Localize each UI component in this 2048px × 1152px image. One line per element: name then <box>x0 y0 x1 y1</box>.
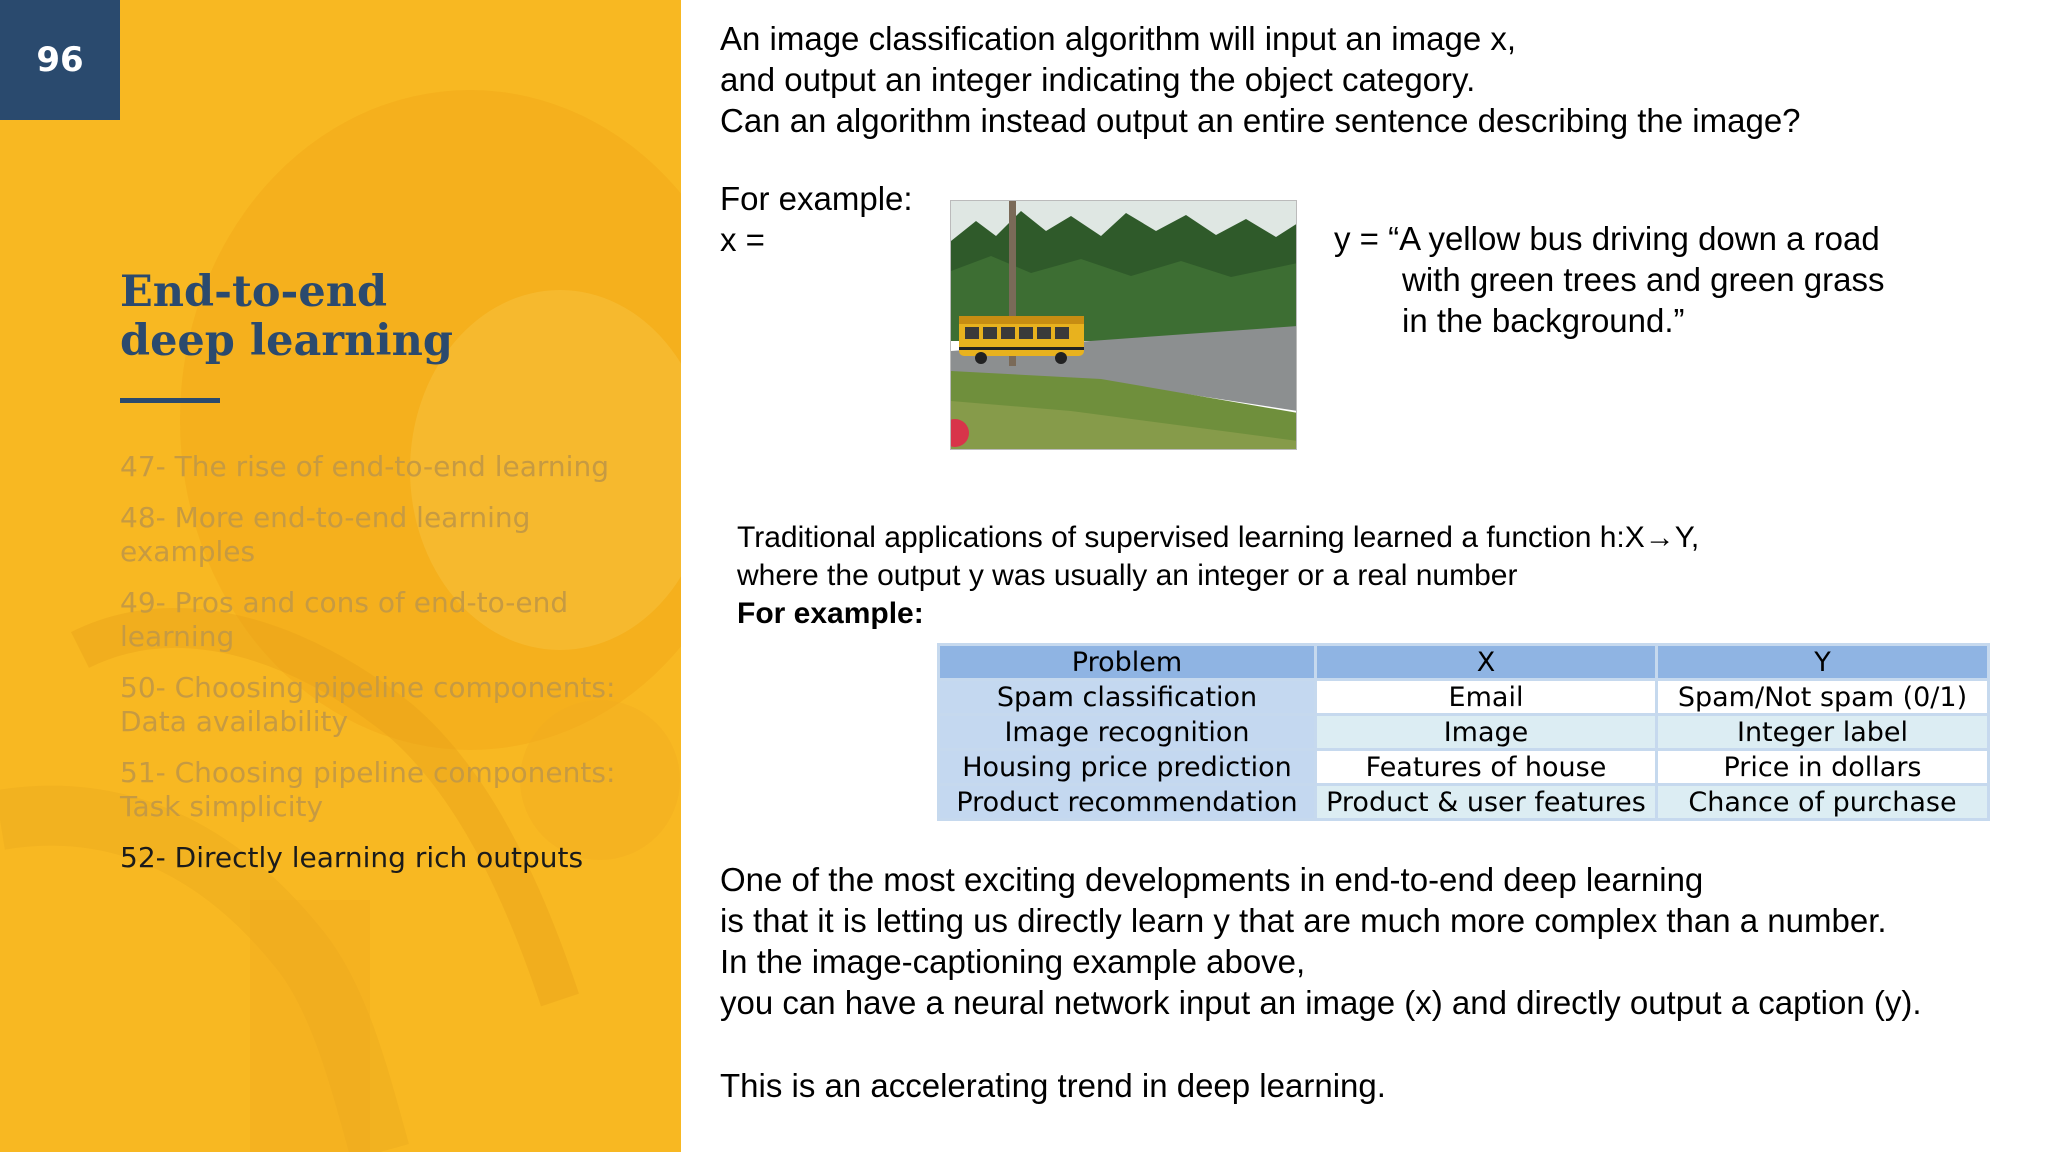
x-equals-label: x = <box>720 221 765 258</box>
table-row <box>939 680 1989 715</box>
cell-x: Image <box>1316 715 1657 750</box>
cell-x: Email <box>1316 680 1657 715</box>
cell-problem: Spam classification <box>939 680 1316 715</box>
intro-paragraph <box>720 18 1801 141</box>
for-example-label: For example: <box>720 180 913 217</box>
caption-line: in the background.” <box>1402 302 1685 339</box>
header-x: X <box>1316 645 1657 680</box>
examples-table <box>937 643 1990 821</box>
conclusion-line: is that it is letting us directly learn y that are much more complex than a number. <box>720 902 1887 939</box>
section-title-line: End-to-end <box>120 267 388 317</box>
intro-line: Can an algorithm instead output an entire sentence describing the image? <box>720 102 1801 139</box>
toc-item-48[interactable]: 48- More end-to-end learning examples <box>120 501 531 568</box>
cell-problem: Product recommendation <box>939 785 1316 820</box>
title-underline <box>120 398 220 403</box>
cell-y: Price in dollars <box>1657 750 1989 785</box>
example-label-block <box>720 178 913 260</box>
intro-line: and output an integer indicating the object category. <box>720 61 1476 98</box>
bus-photo <box>950 200 1297 450</box>
trend-line: This is an accelerating trend in deep learning. <box>720 1067 1386 1104</box>
conclusion-line: One of the most exciting developments in end-to-end deep learning <box>720 861 1704 898</box>
table-of-contents <box>120 450 640 892</box>
conclusion-line: In the image-captioning example above, <box>720 943 1306 980</box>
caption-text <box>1334 218 1884 341</box>
section-title-line: deep learning <box>120 316 453 366</box>
toc-item-49[interactable]: 49- Pros and cons of end-to-end learning <box>120 586 569 653</box>
toc-item-50[interactable]: 50- Choosing pipeline components: Data availability <box>120 671 616 738</box>
trend-sentence <box>720 1065 1386 1106</box>
traditional-line: Traditional applications of supervised learning learned a function h:X→Y, <box>737 521 1700 554</box>
table-row <box>939 750 1989 785</box>
table-row <box>939 715 1989 750</box>
conclusion-paragraph <box>720 859 1922 1023</box>
traditional-paragraph <box>737 519 1699 633</box>
page-number-badge: 96 <box>0 0 120 120</box>
toc-item-47[interactable]: 47- The rise of end-to-end learning <box>120 450 609 483</box>
caption-line: y = “A yellow bus driving down a road <box>1334 220 1880 257</box>
cell-y: Spam/Not spam (0/1) <box>1657 680 1989 715</box>
traditional-line: where the output y was usually an integer or a real number <box>737 559 1518 592</box>
toc-item-52-active[interactable]: 52- Directly learning rich outputs <box>120 841 584 874</box>
cell-x: Features of house <box>1316 750 1657 785</box>
cell-problem: Housing price prediction <box>939 750 1316 785</box>
header-problem: Problem <box>939 645 1316 680</box>
table-header-row <box>939 645 1989 680</box>
cell-y: Integer label <box>1657 715 1989 750</box>
sidebar <box>0 0 681 1152</box>
caption-line: with green trees and green grass <box>1402 261 1885 298</box>
cell-problem: Image recognition <box>939 715 1316 750</box>
section-title <box>120 268 453 366</box>
cell-y: Chance of purchase <box>1657 785 1989 820</box>
intro-line: An image classification algorithm will input an image x, <box>720 20 1517 57</box>
cell-x: Product & user features <box>1316 785 1657 820</box>
toc-item-51[interactable]: 51- Choosing pipeline components: Task simplicity <box>120 756 616 823</box>
table-row <box>939 785 1989 820</box>
header-y: Y <box>1657 645 1989 680</box>
conclusion-line: you can have a neural network input an image (x) and directly output a caption (y). <box>720 984 1922 1021</box>
for-example-bold: For example: <box>737 597 924 630</box>
